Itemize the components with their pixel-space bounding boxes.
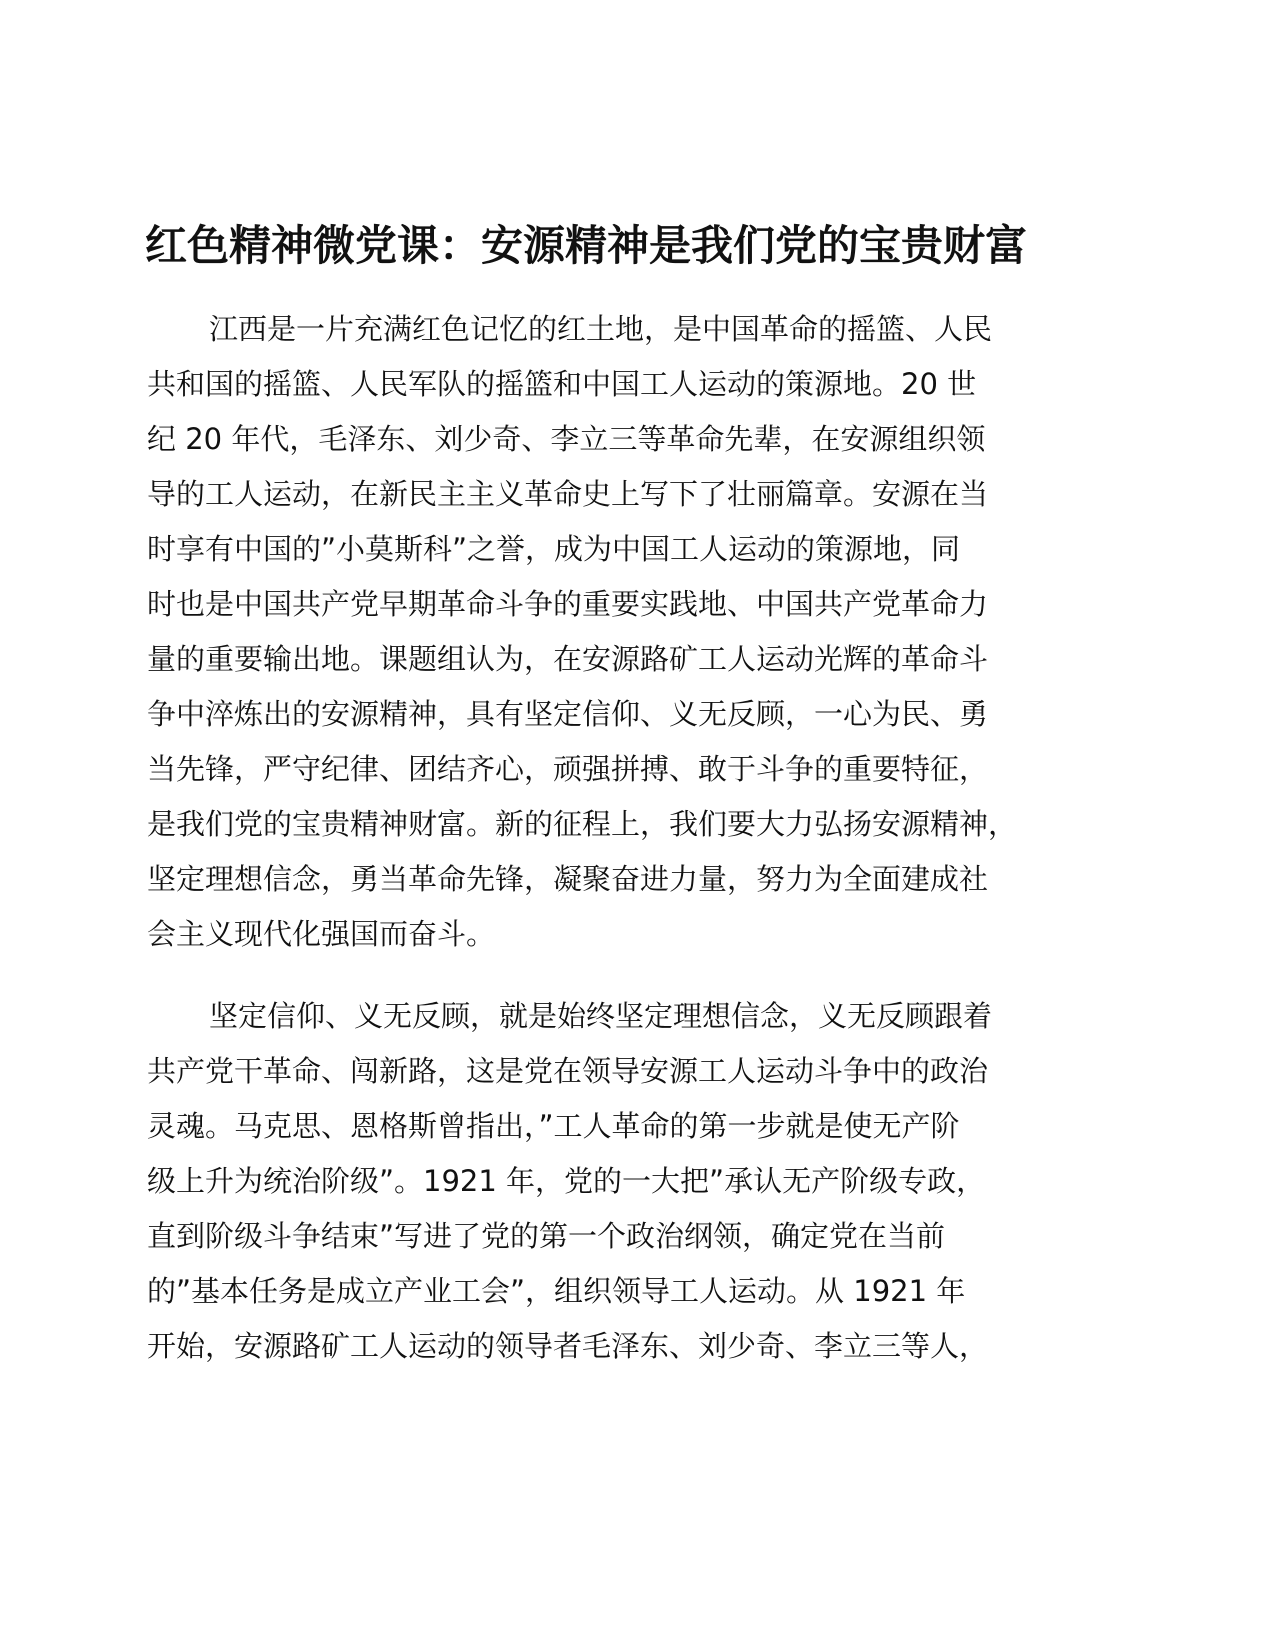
paragraph-line: 坚定理想信念，勇当革命先锋，凝聚奋进力量，努力为全面建成社 [147,862,989,896]
paragraph-line: 直到阶级斗争结束”写进了党的第一个政治纲领，确定党在当前 [147,1219,946,1253]
paragraph-line: 共和国的摇篮、人民军队的摇篮和中国工人运动的策源地。20 世 [147,367,977,401]
paragraph-line: 开始，安源路矿工人运动的领导者毛泽东、刘少奇、李立三等人， [147,1329,989,1363]
paragraph-line: 争中淬炼出的安源精神，具有坚定信仰、义无反顾，一心为民、勇 [147,697,989,731]
paragraph-line: 共产党干革命、闯新路，这是党在领导安源工人运动斗争中的政治 [147,1054,989,1088]
paragraph-line: 灵魂。马克思、恩格斯曾指出，”工人革命的第一步就是使无产阶 [147,1109,960,1143]
paragraph-line: 导的工人运动，在新民主主义革命史上写下了壮丽篇章。安源在当 [147,477,989,511]
paragraph-2 [147,989,1127,1374]
paragraph-line: 量的重要输出地。课题组认为，在安源路矿工人运动光辉的革命斗 [147,642,989,676]
paragraph-line: 是我们党的宝贵精神财富。新的征程上，我们要大力弘扬安源精神， [147,807,1018,841]
paragraph-line: 的”基本任务是成立产业工会”，组织领导工人运动。从 1921 年 [147,1274,966,1308]
paragraph-1 [147,302,1127,962]
paragraph-line: 级上升为统治阶级”。1921 年，党的一大把”承认无产阶级专政， [147,1164,986,1198]
paragraph-line: 时也是中国共产党早期革命斗争的重要实践地、中国共产党革命力 [147,587,989,621]
document-title: 红色精神微党课：安源精神是我们党的宝贵财富 [145,221,1028,270]
paragraph-line: 纪 20 年代，毛泽东、刘少奇、李立三等革命先辈，在安源组织领 [147,422,986,456]
paragraph-line: 会主义现代化强国而奋斗。 [147,917,496,951]
paragraph-line: 坚定信仰、义无反顾，就是始终坚定理想信念，义无反顾跟着 [209,999,993,1033]
paragraph-line: 江西是一片充满红色记忆的红土地，是中国革命的摇篮、人民 [209,312,993,346]
paragraph-line: 时享有中国的”小莫斯科”之誉，成为中国工人运动的策源地，同 [147,532,961,566]
paragraph-line: 当先锋，严守纪律、团结齐心，顽强拼搏、敢于斗争的重要特征， [147,752,989,786]
